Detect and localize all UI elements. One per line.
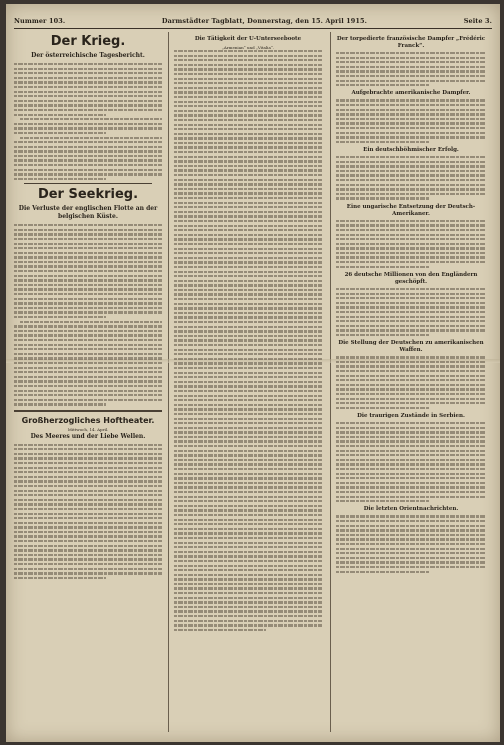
header-rule bbox=[14, 28, 492, 29]
masthead-dateline: Darmstädter Tagblatt, Donnerstag, den 15. April 1915. bbox=[161, 17, 368, 25]
theater-play-title: Des Meeres und der Liebe Wellen. bbox=[30, 432, 146, 440]
article-body bbox=[336, 52, 486, 86]
headline-dampfer: Aufgebrachte amerikanische Dampfer. bbox=[351, 90, 471, 97]
article-body bbox=[336, 156, 486, 200]
page-number: Seite 3. bbox=[463, 17, 492, 25]
headline-torpedierter-dampfer: Der torpedierte französische Dampfer „Frédéric Franck“. bbox=[336, 36, 486, 49]
divider bbox=[24, 183, 152, 184]
subhead-tagesbericht: Der österreichische Tagesbericht. bbox=[31, 52, 145, 59]
headline-krieg: Der Krieg. bbox=[50, 34, 126, 49]
headline-seekrieg: Der Seekrieg. bbox=[37, 187, 139, 203]
page-header bbox=[14, 14, 492, 28]
headline-millionen: 26 deutsche Millionen von den Engländern geschöpft. bbox=[344, 271, 478, 285]
article-body bbox=[336, 356, 486, 409]
headline-zustaende: Die traurigen Zustände in Serbien. bbox=[357, 413, 465, 420]
article-body bbox=[14, 63, 162, 180]
headline-u-boot-taetigkeit: Die Tätigkeit der U-Unterseeboote bbox=[194, 36, 302, 42]
article-body bbox=[336, 422, 486, 502]
theater-date: Mittwoch, 14. April. bbox=[67, 426, 109, 432]
article-body bbox=[14, 224, 162, 405]
article-body bbox=[14, 444, 162, 580]
article-body bbox=[336, 220, 486, 268]
article-body bbox=[336, 515, 486, 572]
column-rule bbox=[168, 32, 169, 732]
newspaper-page bbox=[6, 4, 500, 742]
column-2 bbox=[174, 32, 322, 734]
headline-entsetzung: Eine ungarische Entsetzung der Deutsch-Amerikaner. bbox=[346, 203, 476, 217]
headline-stellung: Die Stellung der Deutschen zu amerikanischen Waffen. bbox=[338, 340, 484, 354]
article-body bbox=[174, 50, 322, 631]
article-body bbox=[336, 288, 486, 336]
subhead-verluste: Die Verluste der englischen Flotte an der belgischen Küste. bbox=[18, 205, 158, 221]
article-body bbox=[336, 99, 486, 143]
column-3 bbox=[336, 32, 486, 734]
headline-erfolg: Ein deutschböhmischer Erfolg. bbox=[363, 147, 459, 154]
subhead-ship: „Armenian“ und „Vitalia“. bbox=[221, 45, 275, 50]
divider bbox=[14, 410, 162, 412]
column-1 bbox=[14, 32, 162, 734]
issue-number: Nummer 103. bbox=[14, 17, 66, 25]
headline-hoftheater: Großherzogliches Hoftheater. bbox=[21, 415, 155, 425]
column-rule bbox=[330, 32, 331, 732]
headline-orientnachrichten: Die letzten Orientnachrichten. bbox=[363, 506, 459, 513]
